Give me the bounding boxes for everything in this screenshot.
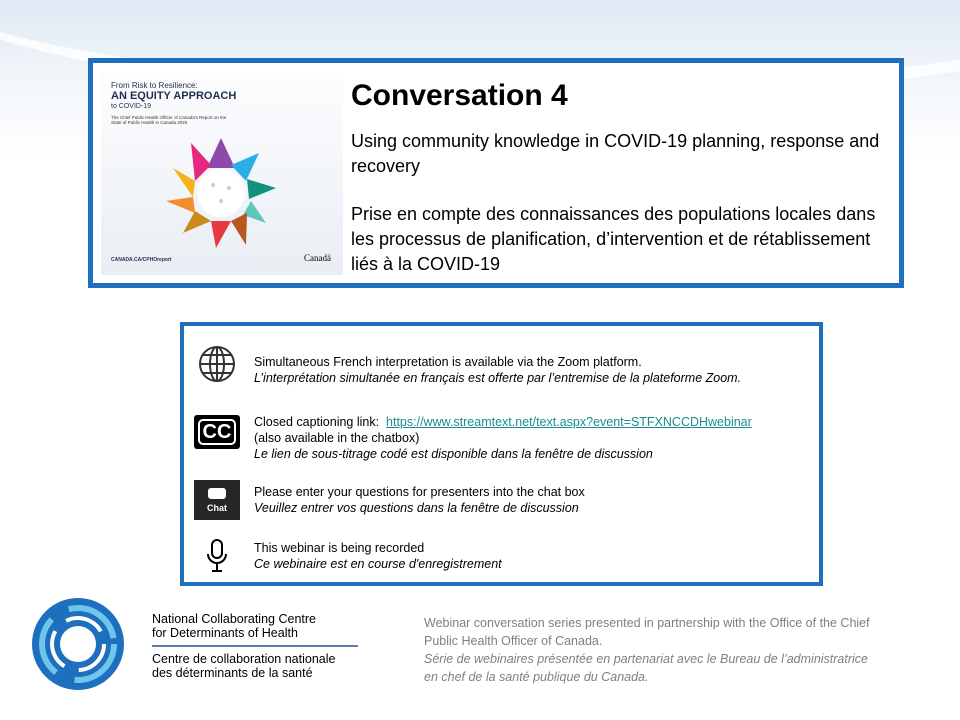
nccdh-logo <box>30 596 126 697</box>
captioning-note: (also available in the chatbox) <box>254 431 420 445</box>
canada-wordmark: Canadä <box>304 253 331 263</box>
chat-fr: Veuillez entrer vos questions dans la fenêtre de discussion <box>254 501 579 515</box>
french-topic: Prise en compte des connaissances des populations locales dans les processus de planification, d’intervention et de rétablissement liés à la COVID-19 <box>351 204 876 274</box>
report-cover-image <box>101 73 343 275</box>
captioning-row <box>194 412 752 462</box>
page-title: Conversation 4 <box>351 79 568 112</box>
interpretation-row <box>194 344 741 386</box>
closed-captioning-icon: CC <box>194 412 240 452</box>
captioning-label: Closed captioning link: <box>254 415 380 429</box>
microphone-icon <box>194 536 240 576</box>
cover-line3: to COVID-19 <box>111 103 152 110</box>
cover-subtitle: The Chief Public Health Officer of Canada's Report on the State of Public Health in Canada 2020 <box>111 115 227 125</box>
cover-line1: From Risk to Resilience: <box>111 81 198 90</box>
partnership-note: Webinar conversation series presented in partnership with the Office of the Chief Public Health Officer of Canada. Série de webinaires présentée en partenariat avec le Bureau de l’administratrice en chef de la santé publique du Canada. <box>424 616 870 684</box>
webinar-info-panel <box>180 322 823 586</box>
interpretation-fr: L’interprétation simultanée en français est offerte par l’entremise de la plateforme Zoom. <box>254 371 742 385</box>
chat-en: Please enter your questions for presenters into the chat box <box>254 485 585 499</box>
conversation-panel <box>88 58 904 288</box>
chat-row <box>194 480 585 520</box>
recording-row <box>194 536 502 576</box>
captioning-link[interactable]: https://www.streamtext.net/text.aspx?event=STFXNCCDHwebinar <box>386 415 752 429</box>
virus-illustration <box>161 133 281 253</box>
recording-fr: Ce webinaire est en course d'enregistrement <box>254 557 502 571</box>
chat-icon: Chat <box>194 480 240 520</box>
recording-en: This webinar is being recorded <box>254 541 425 555</box>
cover-line2: AN EQUITY APPROACH <box>111 90 237 102</box>
interpretation-en: Simultaneous French interpretation is available via the Zoom platform. <box>254 355 642 369</box>
cover-url: CANADA.CA/CPHOreport <box>111 257 172 263</box>
organization-name: National Collaborating Centre for Determinants of Health Centre de collaboration nationale des déterminants de la santé <box>152 612 358 680</box>
captioning-fr: Le lien de sous-titrage codé est disponible dans la fenêtre de discussion <box>254 447 653 461</box>
globe-icon <box>194 344 240 384</box>
english-topic: Using community knowledge in COVID-19 planning, response and recovery <box>351 131 880 176</box>
